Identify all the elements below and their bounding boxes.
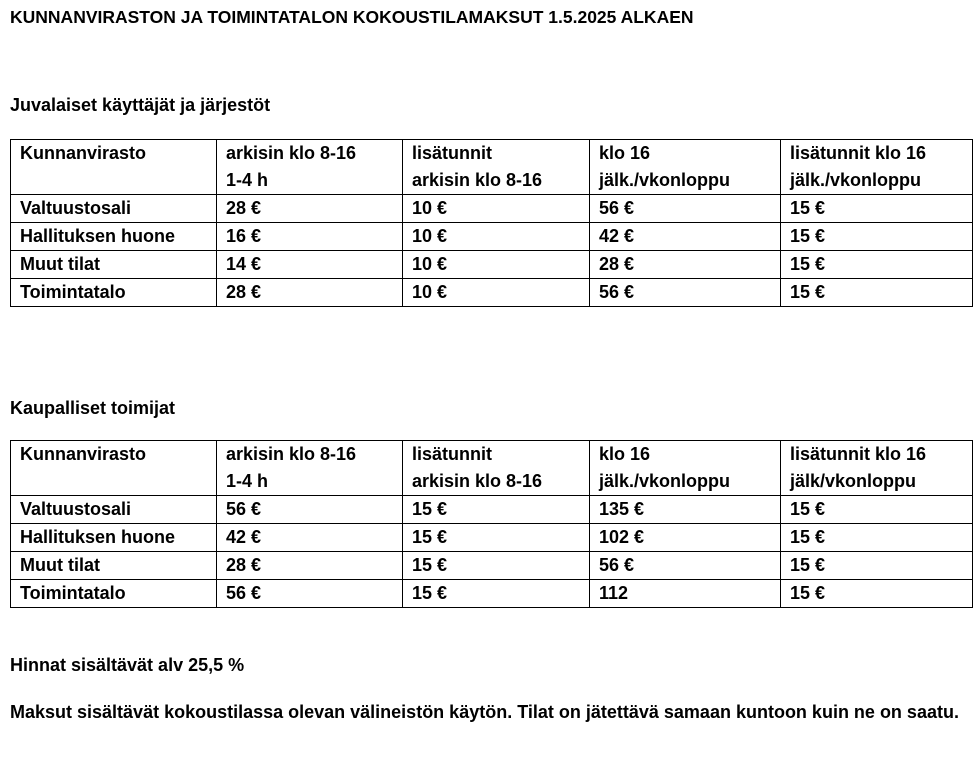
price-cell: 102 € xyxy=(590,524,781,552)
price-cell: 28 € xyxy=(217,279,403,307)
column-header: lisätunnit arkisin klo 8-16 xyxy=(403,441,590,496)
price-cell: 42 € xyxy=(590,223,781,251)
price-cell: 10 € xyxy=(403,251,590,279)
room-name-cell: Muut tilat xyxy=(11,251,217,279)
column-header: arkisin klo 8-16 1-4 h xyxy=(217,140,403,195)
column-header: klo 16 jälk./vkonloppu xyxy=(590,441,781,496)
column-header: Kunnanvirasto xyxy=(11,441,217,496)
price-cell: 28 € xyxy=(590,251,781,279)
price-cell: 15 € xyxy=(403,524,590,552)
price-cell: 42 € xyxy=(217,524,403,552)
price-cell: 15 € xyxy=(781,223,973,251)
price-cell: 28 € xyxy=(217,552,403,580)
price-cell: 14 € xyxy=(217,251,403,279)
price-cell: 135 € xyxy=(590,496,781,524)
price-cell: 56 € xyxy=(590,552,781,580)
column-header: Kunnanvirasto xyxy=(11,140,217,195)
table-row xyxy=(11,279,973,307)
price-cell: 15 € xyxy=(781,195,973,223)
table-row xyxy=(11,195,973,223)
price-cell: 10 € xyxy=(403,195,590,223)
room-name-cell: Toimintatalo xyxy=(11,580,217,608)
price-cell: 10 € xyxy=(403,279,590,307)
price-cell: 15 € xyxy=(781,524,973,552)
price-cell: 28 € xyxy=(217,195,403,223)
price-cell: 56 € xyxy=(217,496,403,524)
column-header: lisätunnit klo 16 jälk/vkonloppu xyxy=(781,441,973,496)
section-heading-commercial: Kaupalliset toimijat xyxy=(10,398,176,418)
room-name-cell: Valtuustosali xyxy=(11,195,217,223)
column-header: lisätunnit arkisin klo 8-16 xyxy=(403,140,590,195)
room-name-cell: Toimintatalo xyxy=(11,279,217,307)
price-cell: 16 € xyxy=(217,223,403,251)
price-cell: 56 € xyxy=(217,580,403,608)
room-name-cell: Valtuustosali xyxy=(11,496,217,524)
table-row xyxy=(11,552,973,580)
document-title: KUNNANVIRASTON JA TOIMINTATALON KOKOUSTILAMAKSUT 1.5.2025 ALKAEN xyxy=(10,7,694,27)
table-row xyxy=(11,223,973,251)
price-cell: 15 € xyxy=(781,496,973,524)
room-name-cell: Hallituksen huone xyxy=(11,524,217,552)
column-header: klo 16 jälk./vkonloppu xyxy=(590,140,781,195)
vat-note: Hinnat sisältävät alv 25,5 % xyxy=(10,655,245,675)
section-heading-residents: Juvalaiset käyttäjät ja järjestöt xyxy=(10,95,271,115)
price-cell: 15 € xyxy=(781,552,973,580)
price-cell: 15 € xyxy=(403,496,590,524)
table-header-row xyxy=(11,140,973,195)
price-cell: 56 € xyxy=(590,195,781,223)
price-cell: 15 € xyxy=(781,279,973,307)
fee-table-commercial xyxy=(10,440,973,608)
price-cell: 15 € xyxy=(403,580,590,608)
price-cell: 112 xyxy=(590,580,781,608)
table-row xyxy=(11,524,973,552)
price-cell: 10 € xyxy=(403,223,590,251)
price-cell: 56 € xyxy=(590,279,781,307)
table-row xyxy=(11,251,973,279)
fee-table-residents xyxy=(10,139,973,307)
column-header: arkisin klo 8-16 1-4 h xyxy=(217,441,403,496)
price-cell: 15 € xyxy=(781,580,973,608)
table-row xyxy=(11,580,973,608)
column-header: lisätunnit klo 16 jälk./vkonloppu xyxy=(781,140,973,195)
table-row xyxy=(11,496,973,524)
equipment-note: Maksut sisältävät kokoustilassa olevan välineistön käytön. Tilat on jätettävä samaan kuntoon kuin ne on saatu. xyxy=(10,702,959,722)
price-cell: 15 € xyxy=(403,552,590,580)
price-cell: 15 € xyxy=(781,251,973,279)
table-header-row xyxy=(11,441,973,496)
room-name-cell: Muut tilat xyxy=(11,552,217,580)
room-name-cell: Hallituksen huone xyxy=(11,223,217,251)
